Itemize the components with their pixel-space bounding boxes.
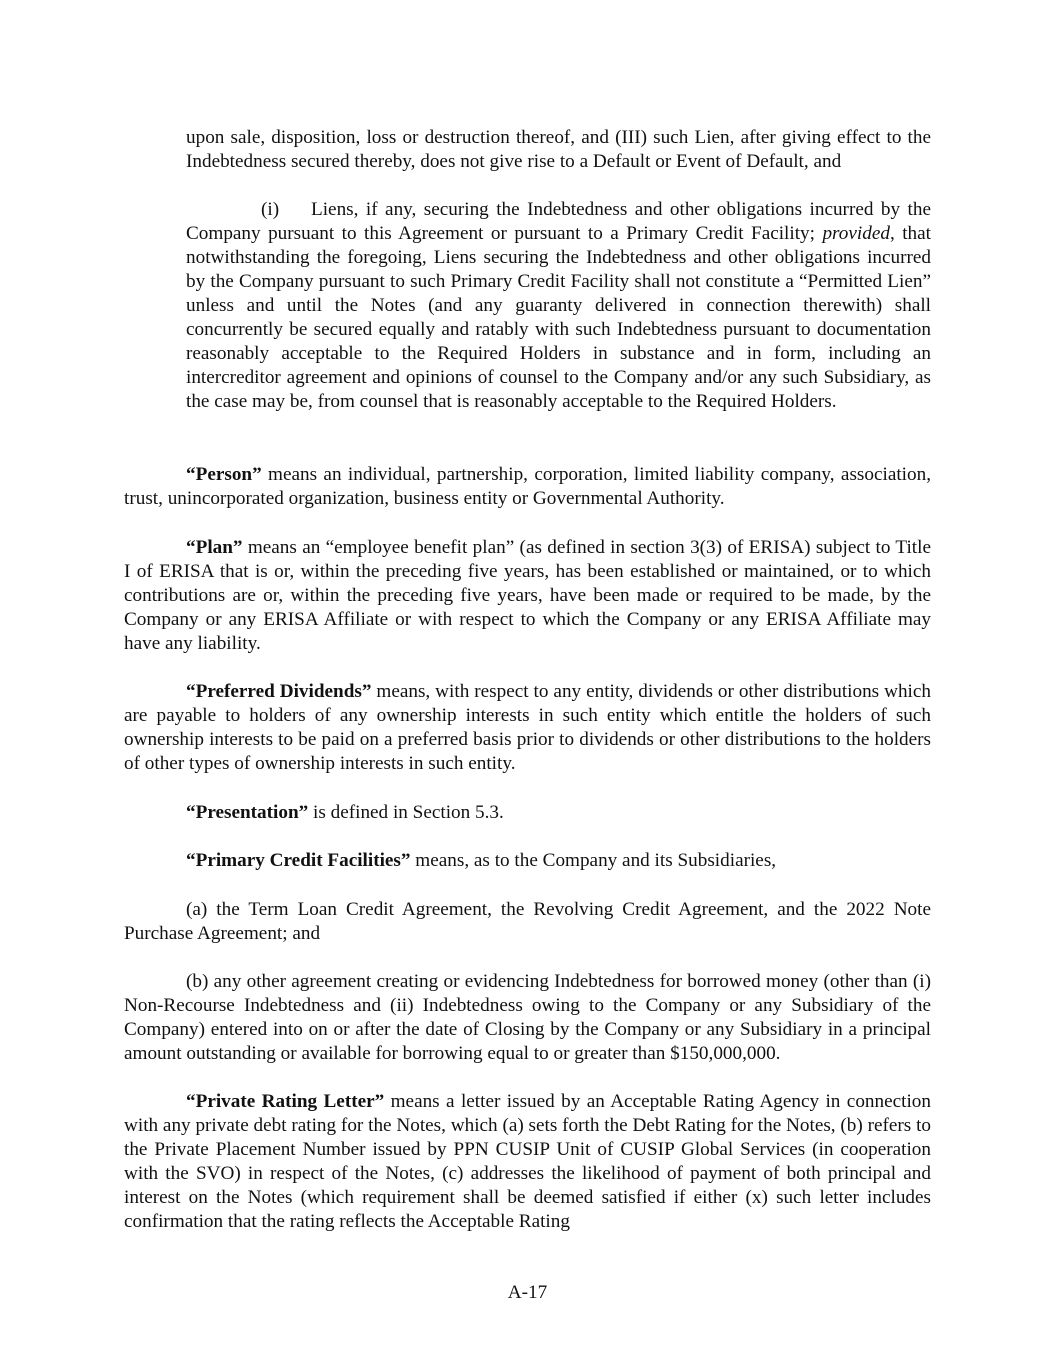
clause-i-text-after: , that notwithstanding the foregoing, Liens securing the Indebtedness and other obligations incurred by the Company pursuant to such Primary Credit Facility shall not constitute a “Permitted Lien” unless and until the Notes (and any guaranty delivered in connection therewith) shall concurrently be secured equally and ratably with such Indebtedness pursuant to documentation reasonably acceptable to the Required Holders in substance and in form, including an intercreditor agreement and opinions of counsel to the Company and/or any such Subsidiary, as the case may be, from counsel that is reasonably acceptable to the Required Holders. [186, 223, 931, 412]
definition-term: “Preferred Dividends” [186, 681, 372, 702]
definition-preferred-dividends [124, 680, 931, 776]
definition-text: means an “employee benefit plan” (as defined in section 3(3) of ERISA) subject to Title I of ERISA that is or, within the preceding five years, has been established or maintained, or to which contributions are or, within the preceding five years, have been made or required to be made, by the Company or any ERISA Affiliate or with respect to which the Company or any ERISA Affiliate may have any liability. [124, 537, 931, 654]
continuation-paragraph: upon sale, disposition, loss or destruction thereof, and (III) such Lien, after giving effect to the Indebtedness secured thereby, does not give rise to a Default or Event of Default, and [186, 127, 931, 172]
definition-text: means an individual, partnership, corporation, limited liability company, association, trust, unincorporated organization, business entity or Governmental Authority. [124, 464, 931, 509]
definition-private-rating-letter [124, 1090, 931, 1234]
primary-credit-item-b: (b) any other agreement creating or evidencing Indebtedness for borrowed money (other than (i) Non-Recourse Indebtedness and (ii) Indebtedness owing to the Company or any Subsidiary of the Company) entered into on or after the date of Closing by the Company or any Subsidiary in a principal amount outstanding or available for borrowing equal to or greater than $150,000,000. [124, 971, 931, 1064]
clause-i-italic: provided [822, 223, 890, 244]
definition-term: “Plan” [186, 537, 243, 558]
definition-term: “Presentation” [186, 802, 309, 823]
definition-person [124, 463, 931, 511]
definition-primary-credit-facilities [124, 849, 931, 873]
definition-plan [124, 536, 931, 656]
page-number: A-17 [507, 1282, 548, 1303]
definition-term: “Person” [186, 464, 262, 485]
clause-i-label: (i) [261, 199, 280, 220]
definition-text: means, with respect to any entity, dividends or other distributions which are payable to holders of any ownership interests in such entity which entitle the holders of such ownership interests to be paid on a preferred basis prior to dividends or other distributions to the holders of other types of ownership interests in such entity. [124, 681, 932, 774]
primary-credit-item-a: (a) the Term Loan Credit Agreement, the Revolving Credit Agreement, and the 2022 Note Purchase Agreement; and [124, 899, 931, 944]
definition-term: “Primary Credit Facilities” [186, 850, 411, 871]
definition-term: “Private Rating Letter” [186, 1091, 385, 1112]
definition-text: means a letter issued by an Acceptable Rating Agency in connection with any private debt rating for the Notes, which (a) sets forth the Debt Rating for the Notes, (b) refers to the Private Placement Number issued by PPN CUSIP Unit of CUSIP Global Services (in cooperation with the SVO) in respect of the Notes, (c) addresses the likelihood of payment of both principal and interest on the Notes (which requirement shall be deemed satisfied if either (x) such letter includes confirmation that the rating reflects the Acceptable Rating [124, 1091, 931, 1232]
definition-text: is defined in Section 5.3. [308, 802, 504, 823]
clause-i-paragraph [186, 198, 931, 414]
definition-presentation [124, 801, 931, 825]
definition-text: means, as to the Company and its Subsidiaries, [410, 850, 777, 871]
clause-i-text-before: Liens, if any, securing the Indebtedness and other obligations incurred by the Company pursuant to this Agreement or pursuant to a Primary Credit Facility; [186, 199, 931, 244]
